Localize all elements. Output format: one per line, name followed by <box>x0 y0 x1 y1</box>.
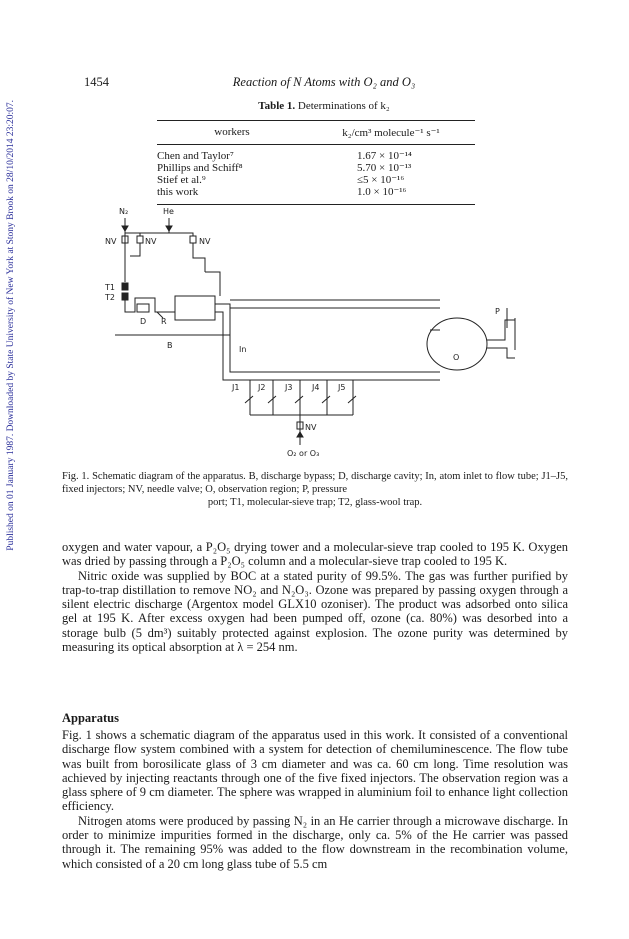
label-j1: J1 <box>232 383 240 392</box>
cell-workers: Stief et al.⁹ <box>157 174 206 186</box>
flow-tube-lower <box>215 304 440 372</box>
col-workers: workers <box>214 126 250 138</box>
table-row <box>157 186 475 198</box>
table-header-row <box>157 121 475 144</box>
cell-rate: ≤5 × 10⁻¹⁶ <box>357 174 405 186</box>
paragraph: Nitrogen atoms were produced by passing N₂ in an He carrier through a microwave discharge. In order to minimize impurities formed in the discharge, only ca. 5% of the He carrier was passed through it. The remaining 95% was added to the flow downstream in the recombination volume, which consisted of a 20 cm long glass tube of 5.5 cm <box>62 813 568 871</box>
label-he: He <box>163 207 174 216</box>
apparatus-diagram <box>95 200 535 460</box>
he-arrow <box>166 226 172 231</box>
body-text-apparatus <box>62 728 568 871</box>
needle-valve-he1 <box>137 236 143 243</box>
label-nv-he1: NV <box>145 237 157 246</box>
rate-table <box>157 120 475 205</box>
needle-valve-he2 <box>190 236 196 243</box>
paragraph: oxygen and water vapour, a P₂O₅ drying tower and a molecular-sieve trap cooled to 195 K. Oxygen was dried by passing through a P₂O₅ column and a molecular-sieve trap cooled to 195 K. <box>62 540 568 569</box>
label-t1: T1 <box>105 283 115 292</box>
table-row <box>157 162 475 174</box>
label-nv-he2: NV <box>199 237 211 246</box>
table-caption <box>84 100 564 112</box>
table-row <box>157 174 475 186</box>
recombination-volume <box>175 296 215 320</box>
cell-workers: Chen and Taylor⁷ <box>157 150 234 162</box>
table-title: Determinations of k₂ <box>297 100 390 112</box>
figure-caption-main: Fig. 1. Schematic diagram of the apparatus. B, discharge bypass; D, discharge cavity; In, atom inlet to flow tube; J1–J5, fixed injectors; NV, needle valve; O, observation region; P, pressure <box>62 471 568 495</box>
section-heading: Apparatus <box>62 711 119 725</box>
pressure-port <box>507 308 515 350</box>
trap-t1 <box>122 283 128 290</box>
label-r: R <box>161 317 167 326</box>
label-p: P <box>495 307 500 316</box>
flow-tube-upper <box>230 300 440 308</box>
he-manifold <box>125 231 193 236</box>
n2-arrow <box>122 226 128 231</box>
label-b: B <box>167 341 173 350</box>
label-nv-n2: NV <box>105 237 117 246</box>
observation-sphere <box>427 318 487 370</box>
table-row <box>157 150 475 162</box>
cell-rate: 1.0 × 10⁻¹⁶ <box>357 186 407 198</box>
figure-caption <box>62 470 568 509</box>
label-t2: T2 <box>105 293 115 302</box>
label-d: D <box>140 317 147 326</box>
label-o2-o3: O₂ or O₃ <box>287 449 320 458</box>
paragraph: Fig. 1 shows a schematic diagram of the apparatus used in this work. It consisted of a conventional discharge flow system combined with a system for detection of chemiluminescence. The flow tube was built from borosilicate glass of 3 cm diameter and was ca. 60 cm long. Time resolution was achieved by injecting reactants through one of the five fixed injectors. The observation region was a glass sphere of 9 cm diameter. The sphere was wrapped in aluminium foil to enhance light collection efficiency. <box>62 728 568 814</box>
cell-rate: 1.67 × 10⁻¹⁴ <box>357 150 412 162</box>
body-text-upper <box>62 540 568 654</box>
he-branch-bypass <box>193 243 205 272</box>
cell-workers: Phillips and Schiff⁸ <box>157 162 243 174</box>
bypass-line <box>205 272 220 296</box>
discharge-cavity <box>137 304 149 312</box>
paragraph: Nitric oxide was supplied by BOC at a stated purity of 99.5%. The gas was further purified by trap-to-trap distillation to remove NO₂ and N₂O₃. Ozone was prepared by passing oxygen through a silent electric discharge (Argentox model GLX10 ozoniser). The product was adsorbed onto silica gel at 195 K. After excess oxygen had been pumped off, ozone (ca. 80%) was desorbed into a storage bulb (5 dm³) suitably protected against explosion. The ozone purity was determined by measuring its optical absorption at λ = 254 nm. <box>62 568 568 655</box>
page-number: 1454 <box>84 75 109 89</box>
label-j5: J5 <box>338 383 346 392</box>
figure-caption-last: port; T1, molecular-sieve trap; T2, glass-wool trap. <box>207 497 423 508</box>
col-rate: k₂/cm³ molecule⁻¹ s⁻¹ <box>342 127 440 139</box>
label-o: O <box>453 353 460 362</box>
page-header <box>84 75 564 91</box>
trap-t2 <box>122 293 128 300</box>
r-leader <box>157 312 163 318</box>
label-j4: J4 <box>312 383 320 392</box>
flow-tube-lower-wall <box>215 312 440 380</box>
cell-workers: this work <box>157 186 199 198</box>
running-title: Reaction of N Atoms with O₂ and O₃ <box>232 75 416 89</box>
discharge-tube <box>125 298 175 312</box>
he-branch-discharge <box>125 243 140 256</box>
cell-rate: 5.70 × 10⁻¹³ <box>357 162 412 174</box>
table-label: Table 1. <box>258 100 296 112</box>
label-j2: J2 <box>258 383 266 392</box>
label-j3: J3 <box>285 383 293 392</box>
o2-arrow <box>297 432 303 437</box>
download-note: Published on 01 January 1987. Downloaded by State University of New York at Stony Brook on 28/10/2014 23:20:07. <box>6 100 16 551</box>
sphere-outlet <box>430 320 515 358</box>
label-nv-o2: NV <box>305 423 317 432</box>
label-n2: N₂ <box>119 207 129 216</box>
label-in: In <box>239 345 247 354</box>
